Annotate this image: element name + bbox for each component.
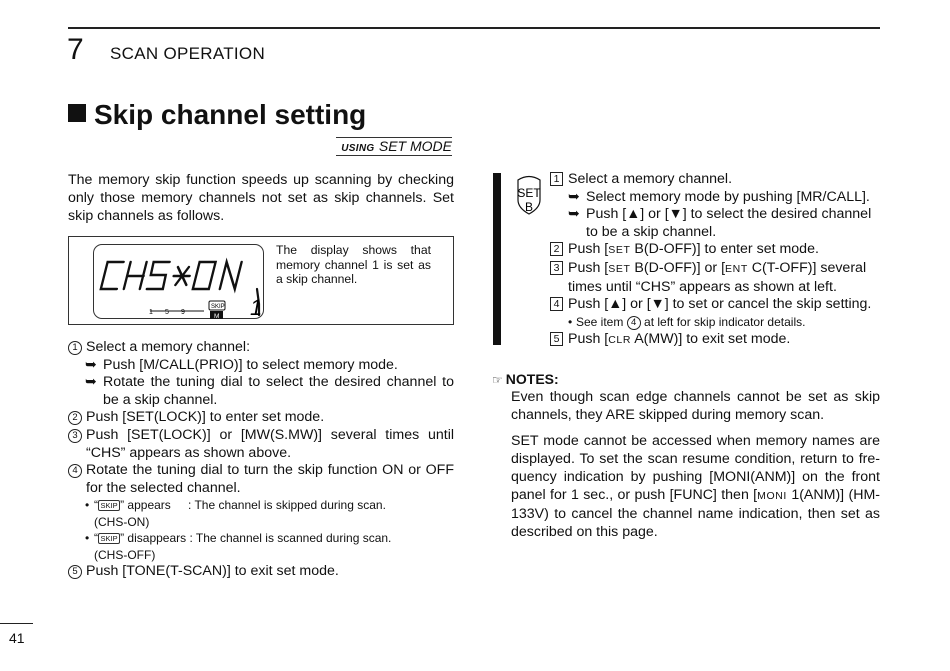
rstep-4-bullet: • See item 4 at left for skip indicator details. — [568, 314, 806, 329]
set-key-sublabel: B — [524, 200, 534, 214]
scale-mark-5: 5 — [165, 309, 169, 316]
lcd-channel-digit: 1 — [250, 295, 263, 320]
down-arrow-icon: ▼ — [668, 206, 683, 223]
arrow-icon: ➥ — [568, 188, 580, 205]
step-text: Select memory mode by pushing [MR/CALL]. — [586, 188, 870, 205]
lcd-char-h — [124, 262, 147, 289]
figure-caption: The display shows that memory channel 1 is set as a skip channel. — [276, 243, 431, 286]
scale-mark-9: 9 — [181, 309, 185, 316]
step-5 — [68, 563, 454, 581]
microphone-bar — [493, 173, 501, 345]
step-number: 2 — [68, 411, 82, 425]
right-steps — [550, 171, 880, 349]
left-steps — [68, 339, 454, 581]
using-set-mode-label — [336, 137, 452, 156]
step-text: Rotate the tuning dial to turn the skip function ON or OFF for the selected channel. — [86, 462, 454, 496]
bullet-desc: : The channel is skipped during scan. — [188, 498, 386, 513]
step-number: 3 — [68, 429, 82, 443]
page-number: 41 — [9, 630, 25, 646]
arrow-icon: ➥ — [85, 374, 97, 391]
lcd-text: CHS-ON — [94, 245, 98, 246]
step-text: Select a memory channel: — [86, 339, 251, 355]
lcd-skip-badge: SKIP — [211, 304, 225, 310]
lcd-display-icon — [93, 244, 264, 319]
section-title-text: Skip channel setting — [94, 99, 367, 130]
bullet-state: (CHS-OFF) — [94, 547, 156, 562]
chapter-title: SCAN OPERATION — [110, 44, 266, 63]
step-1a — [68, 357, 454, 375]
section-title — [68, 99, 366, 131]
step-text: Rotate the tuning dial to select the desired channel to be a skip channel. — [103, 374, 454, 408]
step-text: Push [SET(LOCK)] to enter set mode. — [86, 409, 325, 426]
intro-paragraph: The memory skip function speeds up scanning by checking only those memory channels not set as skip channels. Set skip channels as follows. — [68, 172, 454, 224]
step-text: Push [TONE(T-SCAN)] to exit set mode. — [86, 563, 339, 580]
step-text: Push [M/CALL(PRIO)] to select memory mode. — [103, 356, 398, 373]
lcd-char-s — [147, 262, 170, 289]
set-key-label: SET — [517, 186, 541, 200]
rstep-1 — [550, 171, 880, 189]
step-number: 3 — [550, 261, 563, 275]
bullet-desc: : The channel is scanned during scan. — [186, 531, 392, 546]
note-paragraph-1: Even though scan edge channels cannot be set as skip channels, they ARE skipped during memory scan. — [511, 389, 880, 423]
item-ref: 4 — [627, 316, 641, 330]
key-label: SET — [608, 262, 631, 275]
up-arrow-icon: ▲ — [626, 206, 641, 223]
skip-key-icon: SKIP — [98, 533, 120, 544]
up-arrow-icon: ▲ — [608, 296, 623, 313]
step-number: 5 — [68, 565, 82, 579]
set-key-icon — [514, 172, 544, 216]
notes-heading: ☞ NOTES: — [492, 371, 559, 387]
footer-rule — [0, 623, 33, 624]
skip-on-bullet: • “ SKIP ” appears : The channel is skipped during scan. (CHS-ON) — [85, 498, 386, 529]
down-arrow-icon: ▼ — [650, 296, 665, 313]
step-number: 4 — [68, 464, 82, 478]
rstep-3: 3 Push [SET B(D-OFF)] or [ENT C(T-OFF)] several times until “CHS” appears as shown at left. — [550, 260, 880, 296]
using-prefix: USING — [341, 143, 375, 154]
skip-off-bullet: • “ SKIP ” disappears : The channel is scanned during scan. (CHS-OFF) — [85, 531, 392, 562]
key-label: CLR — [608, 333, 632, 346]
lcd-char-dash — [172, 267, 191, 285]
bullet-dot-icon: • — [85, 498, 90, 513]
lcd-m-badge: M — [214, 313, 220, 320]
lcd-char-c — [101, 262, 124, 289]
lcd-char-n — [220, 262, 242, 289]
scale-mark-1: 1 — [149, 309, 153, 316]
bullet-dot-icon: • — [568, 314, 573, 329]
using-mode: SET MODE — [378, 138, 452, 154]
lcd-char-o — [193, 262, 216, 289]
chapter-number: 7 — [67, 33, 84, 66]
lcd-segment-graphic — [94, 245, 265, 320]
step-1 — [68, 339, 454, 357]
rstep-5: 5 Push [CLR A(MW)] to exit set mode. — [550, 331, 880, 350]
rstep-1b: ➥ Push [▲] or [▼] to select the desired channel to be a skip channel. — [568, 206, 872, 240]
arrow-icon: ➥ — [85, 356, 97, 373]
arrow-icon: ➥ — [568, 206, 580, 223]
step-number: 1 — [550, 172, 563, 186]
rstep-2: 2 Push [SET B(D-OFF)] to enter set mode. — [550, 241, 880, 260]
key-label: MONI — [757, 490, 787, 502]
square-bullet-icon — [68, 104, 86, 122]
bullet-state: (CHS-ON) — [94, 514, 150, 529]
pointing-hand-icon: ☞ — [492, 373, 503, 387]
step-2 — [68, 409, 454, 427]
step-number: 4 — [550, 297, 563, 311]
step-4 — [68, 462, 454, 497]
step-1b — [68, 374, 454, 409]
key-label: ENT — [725, 262, 748, 275]
key-label: SET — [608, 244, 631, 257]
step-number: 2 — [550, 242, 563, 256]
step-text: Select a memory channel. — [568, 171, 733, 187]
header-rule — [68, 27, 880, 29]
step-number: 5 — [550, 332, 563, 346]
skip-key-icon: SKIP — [98, 500, 120, 511]
step-number: 1 — [68, 341, 82, 355]
lcd-figure — [68, 236, 454, 325]
note-paragraph-2: SET mode cannot be accessed when memory names are displayed. To set the scan resume condition, return to fre-quency indication by pushing [MONI(ANM)] on the front panel for 1 sec., or push [FUNC] then [MONI 1(ANM)] (HM-133V) to cancel the channel name indication, then set as described on this page. — [511, 433, 880, 540]
rstep-1a — [550, 189, 880, 207]
step-3 — [68, 427, 454, 462]
bullet-dot-icon: • — [85, 531, 90, 546]
rstep-4: 4 Push [▲] or [▼] to set or cancel the skip setting. — [550, 296, 880, 314]
step-text: Push [SET(LOCK)] or [MW(S.MW)] several times until “CHS” appears as shown above. — [86, 426, 454, 461]
